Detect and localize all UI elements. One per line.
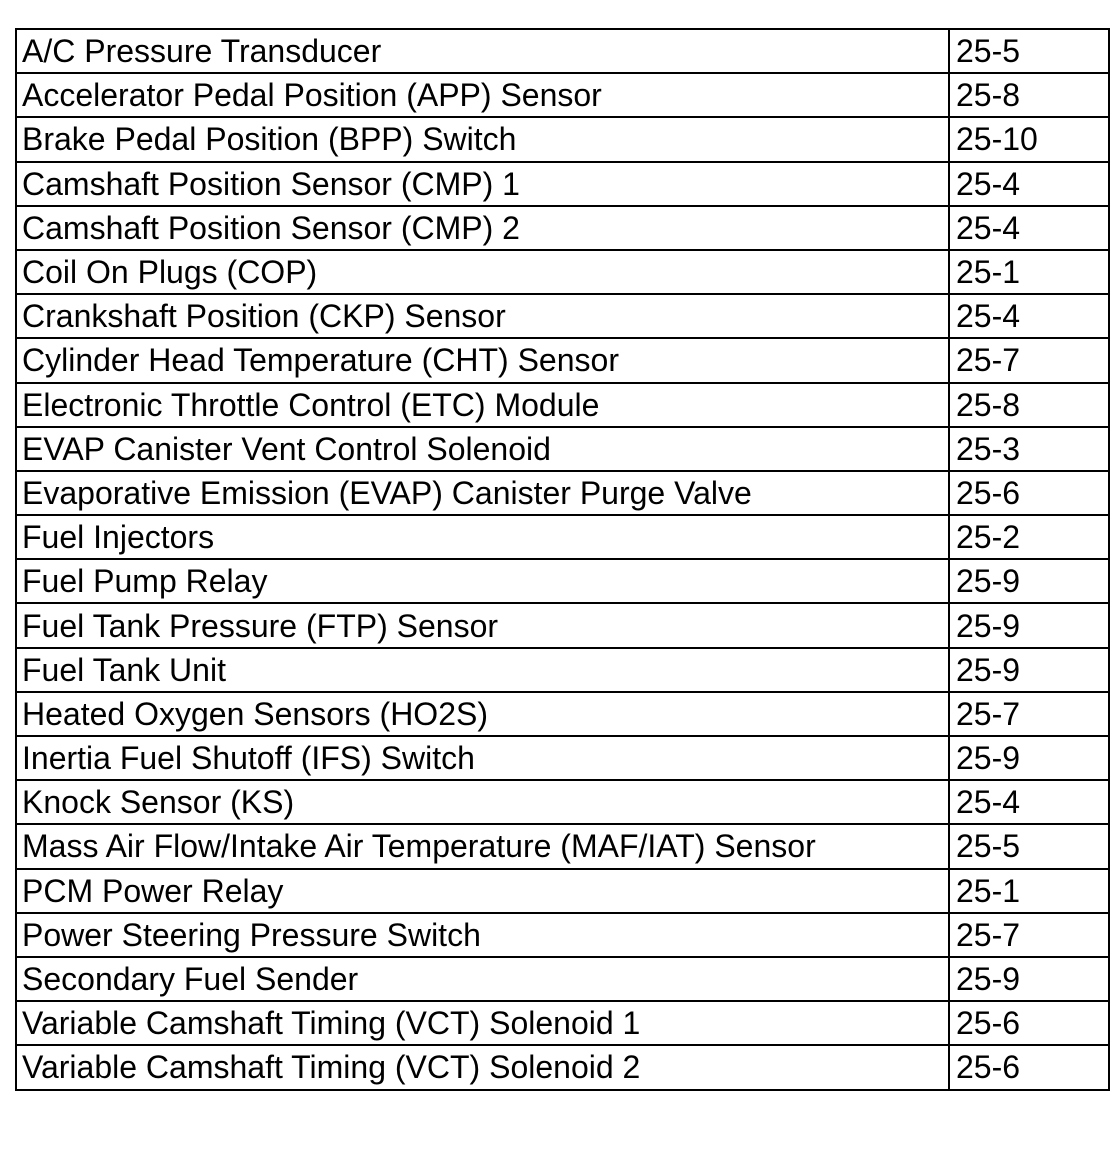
page-reference-cell: 25-6: [949, 1001, 1109, 1045]
page-reference-cell: 25-7: [949, 338, 1109, 382]
page-reference-cell: 25-4: [949, 294, 1109, 338]
component-name-cell: Power Steering Pressure Switch: [16, 913, 949, 957]
table-row: [16, 117, 1109, 161]
page-reference-cell: 25-8: [949, 383, 1109, 427]
component-name-cell: Evaporative Emission (EVAP) Canister Purge Valve: [16, 471, 949, 515]
page-reference-cell: 25-1: [949, 250, 1109, 294]
table-row: [16, 692, 1109, 736]
table-row: [16, 780, 1109, 824]
page-reference-cell: 25-9: [949, 957, 1109, 1001]
component-name-cell: Knock Sensor (KS): [16, 780, 949, 824]
component-name-cell: Electronic Throttle Control (ETC) Module: [16, 383, 949, 427]
page-reference-cell: 25-3: [949, 427, 1109, 471]
component-name-cell: Fuel Tank Pressure (FTP) Sensor: [16, 603, 949, 647]
component-name-cell: Crankshaft Position (CKP) Sensor: [16, 294, 949, 338]
page-reference-cell: 25-7: [949, 913, 1109, 957]
page-reference-cell: 25-6: [949, 471, 1109, 515]
page-reference-cell: 25-1: [949, 869, 1109, 913]
table-row: [16, 603, 1109, 647]
page-reference-cell: 25-9: [949, 648, 1109, 692]
table-row: [16, 294, 1109, 338]
table-row: [16, 73, 1109, 117]
component-name-cell: Accelerator Pedal Position (APP) Sensor: [16, 73, 949, 117]
component-name-cell: Heated Oxygen Sensors (HO2S): [16, 692, 949, 736]
page-reference-cell: 25-9: [949, 603, 1109, 647]
table-row: [16, 913, 1109, 957]
table-row: [16, 338, 1109, 382]
table-row: [16, 29, 1109, 73]
component-name-cell: Camshaft Position Sensor (CMP) 2: [16, 206, 949, 250]
table-row: [16, 1001, 1109, 1045]
table-body: [16, 29, 1109, 1090]
table-row: [16, 824, 1109, 868]
component-location-table: [15, 28, 1110, 1091]
page-reference-cell: 25-10: [949, 117, 1109, 161]
component-name-cell: Variable Camshaft Timing (VCT) Solenoid 1: [16, 1001, 949, 1045]
table-row: [16, 427, 1109, 471]
table-row: [16, 736, 1109, 780]
page-reference-cell: 25-9: [949, 736, 1109, 780]
table-row: [16, 559, 1109, 603]
component-name-cell: Brake Pedal Position (BPP) Switch: [16, 117, 949, 161]
component-name-cell: PCM Power Relay: [16, 869, 949, 913]
component-name-cell: EVAP Canister Vent Control Solenoid: [16, 427, 949, 471]
component-name-cell: A/C Pressure Transducer: [16, 29, 949, 73]
component-name-cell: Fuel Injectors: [16, 515, 949, 559]
component-name-cell: Fuel Tank Unit: [16, 648, 949, 692]
page-reference-cell: 25-9: [949, 559, 1109, 603]
component-name-cell: Cylinder Head Temperature (CHT) Sensor: [16, 338, 949, 382]
component-name-cell: Mass Air Flow/Intake Air Temperature (MAF/IAT) Sensor: [16, 824, 949, 868]
component-name-cell: Inertia Fuel Shutoff (IFS) Switch: [16, 736, 949, 780]
component-name-cell: Fuel Pump Relay: [16, 559, 949, 603]
page-reference-cell: 25-4: [949, 780, 1109, 824]
page-reference-cell: 25-6: [949, 1045, 1109, 1089]
table-row: [16, 471, 1109, 515]
component-name-cell: Coil On Plugs (COP): [16, 250, 949, 294]
component-name-cell: Secondary Fuel Sender: [16, 957, 949, 1001]
page-reference-cell: 25-5: [949, 824, 1109, 868]
page-reference-cell: 25-4: [949, 206, 1109, 250]
table-row: [16, 250, 1109, 294]
table-row: [16, 515, 1109, 559]
table-row: [16, 1045, 1109, 1089]
table-row: [16, 957, 1109, 1001]
page-reference-cell: 25-2: [949, 515, 1109, 559]
table-row: [16, 869, 1109, 913]
page-reference-cell: 25-7: [949, 692, 1109, 736]
page-reference-cell: 25-8: [949, 73, 1109, 117]
table-row: [16, 648, 1109, 692]
component-name-cell: Camshaft Position Sensor (CMP) 1: [16, 162, 949, 206]
page-reference-cell: 25-4: [949, 162, 1109, 206]
table-row: [16, 383, 1109, 427]
table-row: [16, 206, 1109, 250]
page-reference-cell: 25-5: [949, 29, 1109, 73]
table-row: [16, 162, 1109, 206]
component-name-cell: Variable Camshaft Timing (VCT) Solenoid 2: [16, 1045, 949, 1089]
